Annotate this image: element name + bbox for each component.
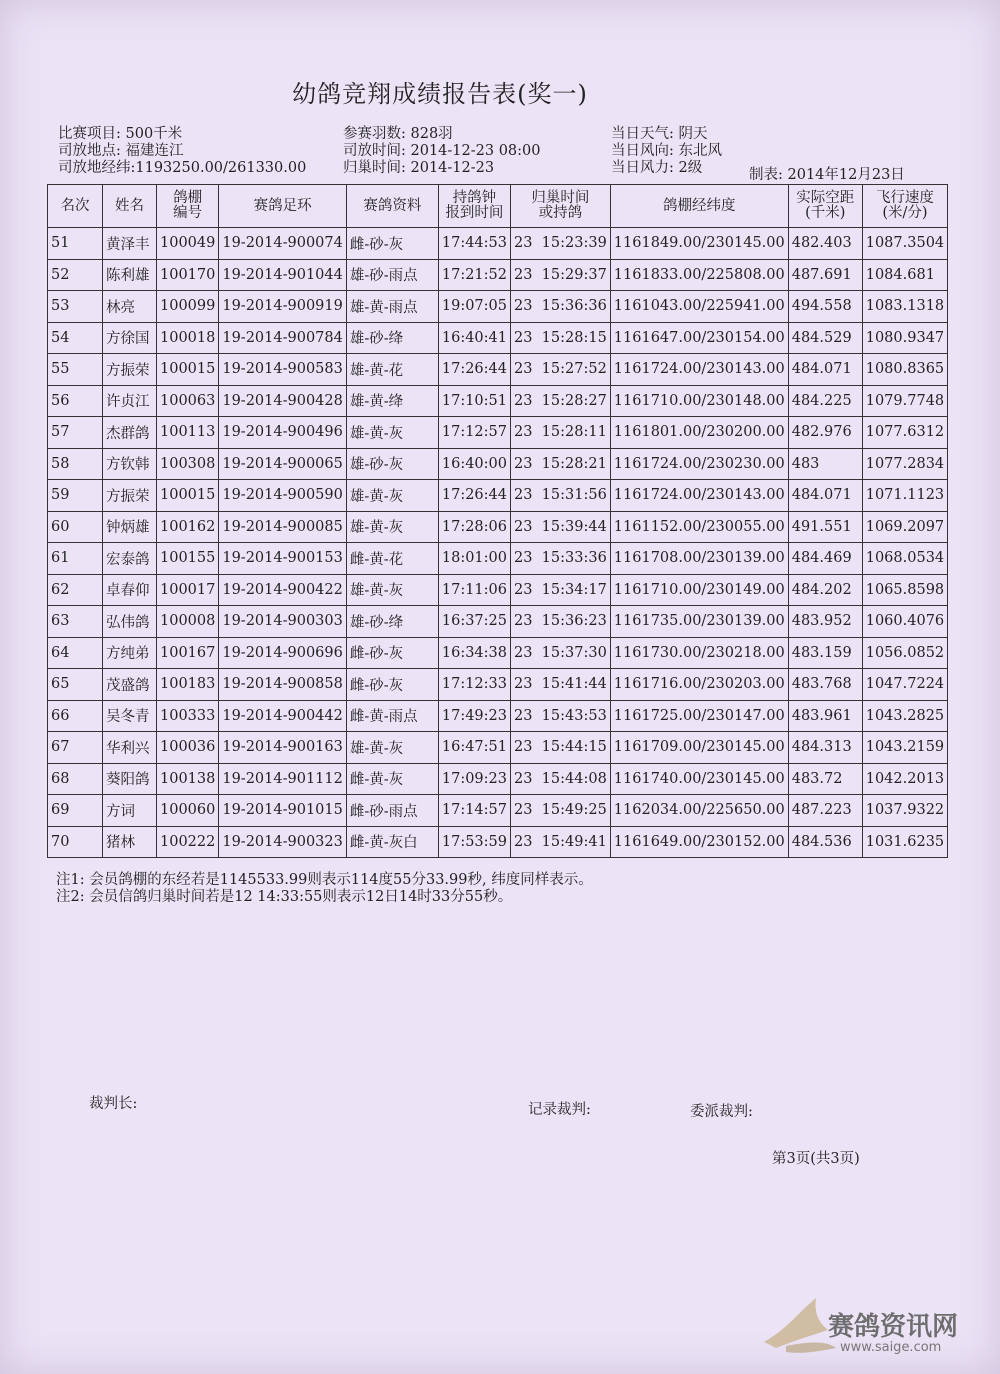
cell-speed: 1077.2834: [862, 448, 947, 480]
cell-ring: 19-2014-900442: [219, 700, 347, 732]
cell-return-time: 23 15:41:44: [511, 669, 611, 701]
cell-speed: 1080.8365: [862, 354, 947, 386]
cell-clock-time: 16:47:51: [438, 732, 510, 764]
cell-distance: 483.961: [788, 700, 862, 732]
cell-loft-id: 100222: [157, 826, 219, 858]
cell-ring: 19-2014-900163: [219, 732, 347, 764]
cell-speed: 1065.8598: [862, 574, 947, 606]
cell-name: 杰群鸽: [103, 417, 157, 449]
cell-clock-time: 17:26:44: [438, 480, 510, 512]
cell-speed: 1060.4076: [862, 606, 947, 638]
cell-rank: 69: [48, 795, 103, 827]
cell-rank: 57: [48, 417, 103, 449]
cell-return-time: 23 15:28:21: [511, 448, 611, 480]
table-row: [48, 763, 948, 795]
cell-clock-time: 16:34:38: [438, 637, 510, 669]
table-row: [48, 228, 948, 260]
cell-clock-time: 16:40:41: [438, 322, 510, 354]
cell-pigeon-info: 雄-砂-绛: [346, 322, 438, 354]
col-return-time: 归巢时间 或持鸽: [511, 185, 611, 228]
cell-loft-id: 100333: [157, 700, 219, 732]
cell-pigeon-info: 雄-黄-灰: [346, 732, 438, 764]
cell-speed: 1083.1318: [862, 291, 947, 323]
cell-ring: 19-2014-900422: [219, 574, 347, 606]
cell-speed: 1087.3504: [862, 228, 947, 260]
col-pigeon-info: 赛鸽资料: [346, 185, 438, 228]
cell-pigeon-info: 雄-黄-雨点: [346, 291, 438, 323]
cell-return-time: 23 15:28:11: [511, 417, 611, 449]
cell-distance: 483.768: [788, 669, 862, 701]
cell-clock-time: 17:14:57: [438, 795, 510, 827]
col-ring: 赛鸽足环: [219, 185, 347, 228]
cell-coordinates: 1161801.00/230200.00: [610, 417, 788, 449]
cell-rank: 70: [48, 826, 103, 858]
cell-loft-id: 100099: [157, 291, 219, 323]
footnote-2: 注2: 会员信鸽归巢时间若是12 14:33:55则表示12日14时33分55秒。: [56, 889, 513, 905]
cell-rank: 58: [48, 448, 103, 480]
cell-loft-id: 100183: [157, 669, 219, 701]
cell-loft-id: 100167: [157, 637, 219, 669]
chief-judge-label: 裁判长:: [89, 1096, 138, 1112]
cell-coordinates: 1161152.00/230055.00: [610, 511, 788, 543]
cell-name: 方纯弟: [103, 637, 157, 669]
cell-ring: 19-2014-900323: [219, 826, 347, 858]
col-speed: 飞行速度 (米/分): [862, 185, 947, 228]
cell-distance: 484.469: [788, 543, 862, 575]
cell-clock-time: 17:44:53: [438, 228, 510, 260]
cell-name: 茂盛鸽: [103, 669, 157, 701]
col-clock-time: 持鸽钟 报到时间: [438, 185, 510, 228]
cell-pigeon-info: 雄-黄-灰: [346, 417, 438, 449]
table-row: [48, 732, 948, 764]
cell-pigeon-info: 雄-黄-灰: [346, 480, 438, 512]
cell-distance: 487.223: [788, 795, 862, 827]
cell-clock-time: 17:49:23: [438, 700, 510, 732]
cell-name: 林亮: [103, 291, 157, 323]
cell-pigeon-info: 雄-黄-灰: [346, 511, 438, 543]
table-row: [48, 417, 948, 449]
cell-rank: 67: [48, 732, 103, 764]
cell-coordinates: 1161833.00/225808.00: [610, 259, 788, 291]
cell-return-time: 23 15:44:08: [511, 763, 611, 795]
cell-pigeon-info: 雌-砂-灰: [346, 637, 438, 669]
cell-coordinates: 1161709.00/230145.00: [610, 732, 788, 764]
table-row: [48, 322, 948, 354]
cell-coordinates: 1161849.00/230145.00: [610, 228, 788, 260]
cell-name: 方词: [103, 795, 157, 827]
cell-loft-id: 100113: [157, 417, 219, 449]
return-time: 归巢时间: 2014-12-23: [343, 160, 495, 176]
cell-distance: 484.529: [788, 322, 862, 354]
cell-name: 宏泰鸽: [103, 543, 157, 575]
cell-clock-time: 17:21:52: [438, 259, 510, 291]
cell-rank: 52: [48, 259, 103, 291]
cell-speed: 1080.9347: [862, 322, 947, 354]
cell-loft-id: 100063: [157, 385, 219, 417]
cell-ring: 19-2014-901112: [219, 763, 347, 795]
footnote-1: 注1: 会员鸽棚的东经若是1145533.99则表示114度55分33.99秒, 纬度同样表示。: [56, 872, 593, 888]
cell-rank: 55: [48, 354, 103, 386]
col-distance: 实际空距 (千米): [788, 185, 862, 228]
cell-ring: 19-2014-900919: [219, 291, 347, 323]
cell-return-time: 23 15:29:37: [511, 259, 611, 291]
col-loft-id: 鸽棚 编号: [157, 185, 219, 228]
cell-pigeon-info: 雄-黄-灰: [346, 574, 438, 606]
cell-name: 葵阳鸽: [103, 763, 157, 795]
race-info-right: [611, 126, 722, 177]
cell-speed: 1042.2013: [862, 763, 947, 795]
cell-ring: 19-2014-900153: [219, 543, 347, 575]
table-row: [48, 354, 948, 386]
wind-direction: 当日风向: 东北风: [611, 143, 722, 159]
cell-distance: 484.313: [788, 732, 862, 764]
cell-return-time: 23 15:36:36: [511, 291, 611, 323]
footnotes: [56, 872, 593, 906]
table-body: [48, 228, 948, 858]
made-date: 制表: 2014年12月23日: [749, 167, 905, 183]
cell-loft-id: 100060: [157, 795, 219, 827]
release-coordinates: 司放地经纬:1193250.00/261330.00: [58, 160, 307, 176]
cell-loft-id: 100018: [157, 322, 219, 354]
cell-rank: 61: [48, 543, 103, 575]
cell-clock-time: 17:10:51: [438, 385, 510, 417]
cell-rank: 59: [48, 480, 103, 512]
cell-loft-id: 100155: [157, 543, 219, 575]
table-row: [48, 480, 948, 512]
cell-loft-id: 100015: [157, 480, 219, 512]
cell-ring: 19-2014-900858: [219, 669, 347, 701]
table-row: [48, 385, 948, 417]
cell-rank: 64: [48, 637, 103, 669]
cell-return-time: 23 15:33:36: [511, 543, 611, 575]
cell-rank: 68: [48, 763, 103, 795]
cell-distance: 484.225: [788, 385, 862, 417]
cell-pigeon-info: 雌-黄-花: [346, 543, 438, 575]
cell-pigeon-info: 雄-黄-绛: [346, 385, 438, 417]
cell-speed: 1037.9322: [862, 795, 947, 827]
cell-distance: 482.403: [788, 228, 862, 260]
cell-coordinates: 1161710.00/230148.00: [610, 385, 788, 417]
cell-speed: 1031.6235: [862, 826, 947, 858]
race-info-left: [58, 126, 306, 177]
col-name: 姓名: [103, 185, 157, 228]
cell-return-time: 23 15:49:25: [511, 795, 611, 827]
cell-coordinates: 1161724.00/230230.00: [610, 448, 788, 480]
cell-pigeon-info: 雌-黄-灰白: [346, 826, 438, 858]
cell-coordinates: 1161647.00/230154.00: [610, 322, 788, 354]
cell-ring: 19-2014-900784: [219, 322, 347, 354]
cell-clock-time: 17:53:59: [438, 826, 510, 858]
cell-clock-time: 17:09:23: [438, 763, 510, 795]
table-row: [48, 700, 948, 732]
cell-speed: 1069.2097: [862, 511, 947, 543]
cell-return-time: 23 15:34:17: [511, 574, 611, 606]
cell-name: 方振荣: [103, 480, 157, 512]
cell-speed: 1084.681: [862, 259, 947, 291]
cell-clock-time: 16:37:25: [438, 606, 510, 638]
cell-clock-time: 19:07:05: [438, 291, 510, 323]
cell-name: 方徐国: [103, 322, 157, 354]
cell-return-time: 23 15:49:41: [511, 826, 611, 858]
cell-speed: 1056.0852: [862, 637, 947, 669]
cell-distance: 484.071: [788, 354, 862, 386]
cell-name: 钟炳雄: [103, 511, 157, 543]
recording-judge-label: 记录裁判:: [528, 1102, 591, 1118]
cell-ring: 19-2014-900303: [219, 606, 347, 638]
cell-return-time: 23 15:31:56: [511, 480, 611, 512]
table-row: [48, 795, 948, 827]
cell-distance: 484.071: [788, 480, 862, 512]
cell-pigeon-info: 雌-黄-灰: [346, 763, 438, 795]
col-coordinates: 鸽棚经纬度: [610, 185, 788, 228]
cell-name: 许贞江: [103, 385, 157, 417]
table-header-row: [48, 185, 948, 228]
cell-ring: 19-2014-900074: [219, 228, 347, 260]
cell-pigeon-info: 雄-砂-灰: [346, 448, 438, 480]
cell-name: 黄泽丰: [103, 228, 157, 260]
table-row: [48, 826, 948, 858]
release-time: 司放时间: 2014-12-23 08:00: [343, 143, 541, 159]
cell-loft-id: 100049: [157, 228, 219, 260]
cell-loft-id: 100170: [157, 259, 219, 291]
cell-rank: 51: [48, 228, 103, 260]
cell-pigeon-info: 雄-砂-雨点: [346, 259, 438, 291]
cell-ring: 19-2014-900428: [219, 385, 347, 417]
cell-ring: 19-2014-900590: [219, 480, 347, 512]
col-rank: 名次: [48, 185, 103, 228]
cell-pigeon-info: 雄-砂-绛: [346, 606, 438, 638]
cell-return-time: 23 15:43:53: [511, 700, 611, 732]
cell-distance: 482.976: [788, 417, 862, 449]
cell-coordinates: 1161649.00/230152.00: [610, 826, 788, 858]
cell-ring: 19-2014-900065: [219, 448, 347, 480]
cell-coordinates: 1161716.00/230203.00: [610, 669, 788, 701]
cell-ring: 19-2014-901015: [219, 795, 347, 827]
cell-return-time: 23 15:27:52: [511, 354, 611, 386]
cell-rank: 65: [48, 669, 103, 701]
cell-return-time: 23 15:28:27: [511, 385, 611, 417]
cell-loft-id: 100162: [157, 511, 219, 543]
cell-distance: 483.159: [788, 637, 862, 669]
cell-ring: 19-2014-900085: [219, 511, 347, 543]
cell-speed: 1077.6312: [862, 417, 947, 449]
cell-speed: 1079.7748: [862, 385, 947, 417]
cell-speed: 1043.2159: [862, 732, 947, 764]
cell-distance: 491.551: [788, 511, 862, 543]
cell-name: 卓春仰: [103, 574, 157, 606]
cell-coordinates: 1161740.00/230145.00: [610, 763, 788, 795]
race-info-middle: [343, 126, 541, 177]
cell-distance: 484.202: [788, 574, 862, 606]
table-row: [48, 669, 948, 701]
cell-clock-time: 17:12:33: [438, 669, 510, 701]
cell-return-time: 23 15:23:39: [511, 228, 611, 260]
cell-rank: 66: [48, 700, 103, 732]
cell-loft-id: 100015: [157, 354, 219, 386]
table-row: [48, 291, 948, 323]
race-item: 比赛项目: 500千米: [58, 126, 183, 142]
cell-coordinates: 1161725.00/230147.00: [610, 700, 788, 732]
cell-clock-time: 17:12:57: [438, 417, 510, 449]
page-number: 第3页(共3页): [772, 1151, 860, 1167]
cell-rank: 53: [48, 291, 103, 323]
cell-return-time: 23 15:36:23: [511, 606, 611, 638]
cell-coordinates: 1161724.00/230143.00: [610, 354, 788, 386]
cell-speed: 1071.1123: [862, 480, 947, 512]
delegated-judge-label: 委派裁判:: [690, 1104, 753, 1120]
entry-count: 参赛羽数: 828羽: [343, 126, 453, 142]
cell-rank: 56: [48, 385, 103, 417]
cell-distance: 487.691: [788, 259, 862, 291]
weather: 当日天气: 阴天: [611, 126, 708, 142]
cell-ring: 19-2014-900496: [219, 417, 347, 449]
cell-distance: 484.536: [788, 826, 862, 858]
cell-speed: 1068.0534: [862, 543, 947, 575]
cell-speed: 1043.2825: [862, 700, 947, 732]
cell-coordinates: 1161724.00/230143.00: [610, 480, 788, 512]
cell-return-time: 23 15:28:15: [511, 322, 611, 354]
cell-clock-time: 17:26:44: [438, 354, 510, 386]
cell-return-time: 23 15:44:15: [511, 732, 611, 764]
table-row: [48, 448, 948, 480]
cell-clock-time: 18:01:00: [438, 543, 510, 575]
table-row: [48, 637, 948, 669]
cell-pigeon-info: 雌-黄-雨点: [346, 700, 438, 732]
cell-name: 弘伟鸽: [103, 606, 157, 638]
cell-return-time: 23 15:39:44: [511, 511, 611, 543]
cell-name: 吴冬青: [103, 700, 157, 732]
cell-pigeon-info: 雄-黄-花: [346, 354, 438, 386]
cell-loft-id: 100008: [157, 606, 219, 638]
cell-return-time: 23 15:37:30: [511, 637, 611, 669]
table-row: [48, 543, 948, 575]
cell-rank: 62: [48, 574, 103, 606]
cell-coordinates: 1162034.00/225650.00: [610, 795, 788, 827]
cell-name: 方钦韩: [103, 448, 157, 480]
watermark-text: 赛鸽资讯网: [828, 1312, 959, 1342]
table-row: [48, 259, 948, 291]
watermark-url: www.saige.com: [840, 1340, 942, 1355]
cell-rank: 54: [48, 322, 103, 354]
table-row: [48, 606, 948, 638]
cell-clock-time: 17:11:06: [438, 574, 510, 606]
cell-rank: 63: [48, 606, 103, 638]
cell-ring: 19-2014-900583: [219, 354, 347, 386]
cell-loft-id: 100138: [157, 763, 219, 795]
cell-coordinates: 1161730.00/230218.00: [610, 637, 788, 669]
cell-clock-time: 17:28:06: [438, 511, 510, 543]
cell-name: 方振荣: [103, 354, 157, 386]
cell-name: 陈利雄: [103, 259, 157, 291]
cell-name: 华利兴: [103, 732, 157, 764]
cell-distance: 494.558: [788, 291, 862, 323]
cell-loft-id: 100017: [157, 574, 219, 606]
cell-loft-id: 100308: [157, 448, 219, 480]
cell-coordinates: 1161043.00/225941.00: [610, 291, 788, 323]
cell-coordinates: 1161708.00/230139.00: [610, 543, 788, 575]
cell-distance: 483.952: [788, 606, 862, 638]
cell-ring: 19-2014-900696: [219, 637, 347, 669]
results-table: [47, 184, 948, 858]
report-title: 幼鸽竞翔成绩报告表(奖一): [292, 80, 588, 108]
cell-speed: 1047.7224: [862, 669, 947, 701]
cell-ring: 19-2014-901044: [219, 259, 347, 291]
wind-force: 当日风力: 2级: [611, 160, 703, 176]
cell-clock-time: 16:40:00: [438, 448, 510, 480]
cell-rank: 60: [48, 511, 103, 543]
cell-pigeon-info: 雌-砂-灰: [346, 228, 438, 260]
cell-pigeon-info: 雌-砂-雨点: [346, 795, 438, 827]
cell-coordinates: 1161710.00/230149.00: [610, 574, 788, 606]
cell-pigeon-info: 雌-砂-灰: [346, 669, 438, 701]
cell-distance: 483: [788, 448, 862, 480]
table-row: [48, 574, 948, 606]
cell-coordinates: 1161735.00/230139.00: [610, 606, 788, 638]
cell-name: 猪林: [103, 826, 157, 858]
cell-distance: 483.72: [788, 763, 862, 795]
release-location: 司放地点: 福建连江: [58, 143, 184, 159]
table-row: [48, 511, 948, 543]
cell-loft-id: 100036: [157, 732, 219, 764]
